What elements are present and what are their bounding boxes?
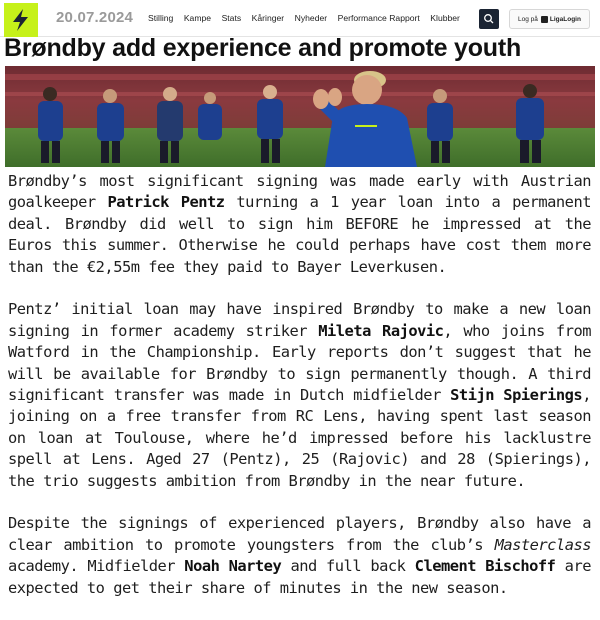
- player-name: Patrick Pentz: [107, 193, 225, 212]
- paragraph-text: Despite the signings of experienced players, Brøndby also have a clear ambition to promote youngsters from the club’s: [8, 514, 591, 554]
- lightning-icon: [4, 3, 38, 37]
- paragraph-text: and full back: [281, 557, 415, 576]
- player-name: Stijn Spierings: [450, 386, 583, 405]
- paragraph-text: , joining on a free transfer from RC Lens, having spent last season on loan at Toulouse, where he’d impressed before his lacklustre spell at Lens. Aged 27 (Pentz), 25 (Rajovic) and 28 (Spierings), the trio suggests ambition from Brøndby in the near future.: [8, 386, 591, 490]
- login-label: Log på: [518, 15, 538, 23]
- article-title: Brøndby add experience and promote youth: [4, 34, 522, 62]
- player-name: Noah Nartey: [184, 557, 282, 576]
- nav-item-karinger[interactable]: Kåringer: [251, 13, 285, 23]
- login-button[interactable]: [509, 9, 590, 29]
- login-brand: LigaLogin: [549, 15, 581, 23]
- player-name: Mileta Rajovic: [318, 321, 444, 340]
- academy-name: Masterclass: [494, 535, 591, 554]
- article-paragraph-3: [8, 513, 591, 599]
- paragraph-text: turning a 1 year loan into a permanent deal. Brøndby did well to sign him BEFORE he impressed at the Euros this summer. Otherwise he could perhaps have cost them more than the €2,55m fee they paid to Bayer Leverkusen.: [8, 193, 591, 276]
- article-body: [8, 171, 591, 620]
- paragraph-text: academy. Midfielder: [8, 557, 185, 576]
- search-icon: [479, 9, 499, 29]
- site-logo[interactable]: [4, 3, 38, 37]
- nav-item-klubber[interactable]: Klubber: [430, 13, 460, 23]
- paragraph-text: , who joins from Watford in the Championship. Early reports don’t suggest that he will be available for Brøndby to sign permanently though. A third significant transfer was made in Dutch midfielder: [8, 321, 591, 405]
- ligalogin-icon: [541, 16, 548, 23]
- paragraph-text: Brøndby’s most significant signing was made early with Austrian goalkeeper: [8, 172, 591, 212]
- date-label: 20.07.2024: [56, 9, 134, 26]
- nav-item-kampe[interactable]: Kampe: [183, 13, 212, 23]
- top-navigation-bar: [0, 0, 600, 37]
- nav-item-performance-rapport[interactable]: Performance Rapport: [337, 13, 420, 23]
- hero-image: [5, 66, 595, 167]
- nav-item-stats[interactable]: Stats: [221, 13, 242, 23]
- team-applauding-photo: [5, 66, 595, 167]
- paragraph-text: are expected to get their share of minutes in the new season.: [8, 557, 591, 597]
- search-button[interactable]: [479, 9, 499, 29]
- nav-item-nyheder[interactable]: Nyheder: [294, 13, 328, 23]
- paragraph-text: Pentz’ initial loan may have inspired Brøndby to make a new loan signing in former academy striker: [8, 300, 591, 340]
- player-name: Clement Bischoff: [414, 557, 556, 576]
- article-paragraph-1: [8, 171, 591, 278]
- main-nav: [148, 13, 470, 23]
- article-paragraph-2: [8, 299, 591, 492]
- nav-item-stilling[interactable]: Stilling: [148, 13, 174, 23]
